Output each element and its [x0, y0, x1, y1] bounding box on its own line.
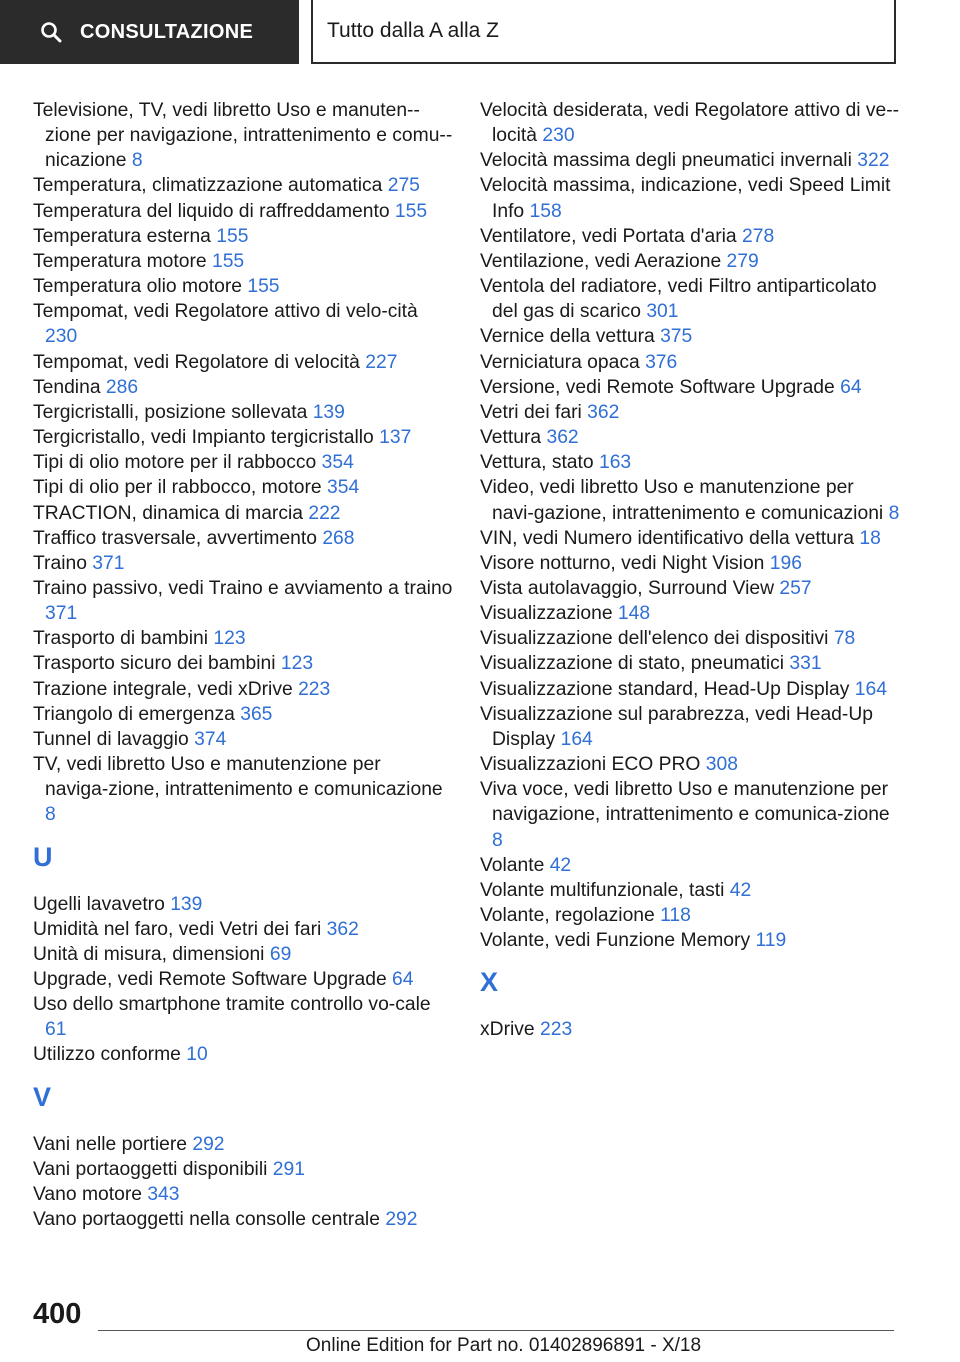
page-link[interactable]: 222 — [308, 502, 341, 524]
page-link[interactable]: 42 — [549, 854, 572, 876]
page-link[interactable]: 292 — [192, 1133, 225, 1155]
index-entry — [480, 651, 900, 676]
index-entry — [480, 400, 900, 425]
index-entry — [33, 98, 453, 173]
index-column-right — [480, 98, 900, 1042]
index-entry-text: Visualizzazione standard, Head-Up Display — [480, 678, 850, 700]
index-list-u — [33, 892, 453, 1068]
page-number: 400 — [33, 1298, 82, 1330]
page-link[interactable]: 8 — [888, 502, 900, 524]
page-link[interactable]: 286 — [105, 376, 139, 398]
page-link[interactable]: 275 — [387, 175, 420, 197]
index-entry — [480, 853, 900, 878]
index-entry-text: Visualizzazione dell'elenco dei dispositivi — [480, 628, 829, 650]
index-entry-text: Vista autolavaggio, Surround View — [480, 577, 775, 599]
page-link[interactable]: 322 — [857, 150, 890, 172]
page-link[interactable]: 354 — [327, 477, 360, 499]
index-entry-text: Vani portaoggetti disponibili — [33, 1158, 268, 1180]
page-link[interactable]: 301 — [646, 301, 679, 323]
search-icon — [40, 21, 62, 43]
index-entry-text: Vani nelle portiere — [33, 1133, 187, 1155]
index-entry-text: Temperatura motore — [33, 250, 207, 272]
index-entry-text: Tempomat, vedi Regolatore di velocità — [33, 351, 360, 373]
index-entry-text: Trasporto di bambini — [33, 628, 209, 650]
page-link[interactable]: 371 — [45, 603, 78, 625]
index-entry — [480, 375, 900, 400]
page-link[interactable]: 158 — [529, 200, 562, 222]
index-entry-text: Temperatura, climatizzazione automatica — [33, 175, 383, 197]
index-entry — [480, 677, 900, 702]
index-entry — [33, 450, 453, 475]
page-link[interactable]: 230 — [45, 326, 78, 348]
page-link[interactable]: 257 — [779, 577, 812, 599]
page-link[interactable]: 78 — [833, 628, 856, 650]
footer-divider — [98, 1330, 894, 1331]
index-list-x — [480, 1017, 900, 1042]
index-entry-text: TRACTION, dinamica di marcia — [33, 502, 303, 524]
index-entry-text: Tempomat, vedi Regolatore attivo di velo-cità — [33, 301, 418, 323]
index-entry-text: Tipi di olio motore per il rabbocco — [33, 452, 317, 474]
page-link[interactable]: 164 — [560, 728, 593, 750]
edition-text: Online Edition for Part no. 01402896891 - X/18 — [306, 1335, 702, 1356]
page-link[interactable]: 119 — [755, 930, 787, 952]
index-entry — [480, 551, 900, 576]
index-entry — [480, 425, 900, 450]
page-link[interactable]: 227 — [365, 351, 398, 373]
page-link[interactable]: 362 — [326, 918, 359, 940]
index-entry — [33, 1157, 453, 1182]
page-link[interactable]: 155 — [247, 276, 280, 298]
index-entry-text: Trazione integrale, vedi xDrive — [33, 678, 293, 700]
page-link[interactable]: 123 — [280, 653, 314, 675]
page-link[interactable]: 292 — [385, 1209, 418, 1231]
index-entry-text: Versione, vedi Remote Software Upgrade — [480, 376, 835, 398]
page-header — [0, 0, 960, 66]
index-entry — [33, 942, 453, 967]
page-link[interactable]: 18 — [859, 527, 881, 549]
page-link[interactable]: 64 — [840, 376, 862, 398]
index-entry — [33, 576, 453, 626]
index-entry-text: Volante, regolazione — [480, 905, 655, 926]
index-entry — [480, 752, 900, 777]
index-list-t — [33, 98, 453, 828]
index-entry — [33, 967, 453, 992]
page-link[interactable]: 371 — [92, 552, 125, 574]
index-entry — [33, 501, 453, 526]
index-entry — [480, 903, 900, 928]
index-entry-text: Televisione, TV, vedi libretto Uso e manuten-zione per navigazione, intrattenimento e comu-nicazione — [33, 100, 453, 172]
page-link[interactable]: 8 — [492, 829, 503, 851]
index-entry — [480, 98, 900, 148]
page-link[interactable]: 139 — [312, 401, 345, 423]
index-entry — [33, 274, 453, 299]
index-entry — [480, 173, 900, 223]
page-link[interactable]: 196 — [769, 552, 802, 574]
index-entry-text: Viva voce, vedi libretto Uso e manutenzione per navigazione, intrattenimento e comunica-zione — [480, 779, 890, 826]
index-entry-text: Temperatura olio motore — [33, 276, 242, 298]
index-entry-text: VIN, vedi Numero identificativo della vettura — [480, 527, 855, 549]
page-link[interactable]: 376 — [645, 351, 678, 373]
index-entry — [33, 917, 453, 942]
page-link[interactable]: 137 — [379, 427, 412, 449]
index-entry — [480, 702, 900, 752]
index-entry — [480, 878, 900, 903]
index-entry-text: Velocità massima, indicazione, vedi Speed Limit Info — [480, 175, 891, 222]
index-entry-text: Temperatura del liquido di raffreddamento — [33, 200, 390, 222]
index-entry — [480, 928, 900, 953]
index-entry — [33, 727, 453, 752]
index-entry-text: Trasporto sicuro dei bambini — [33, 653, 276, 675]
index-entry-text: Volante, vedi Funzione Memory — [480, 930, 751, 952]
index-entry — [480, 626, 900, 651]
page-link[interactable]: 8 — [131, 150, 143, 172]
index-entry — [33, 173, 453, 198]
index-entry-text: Vetri dei fari — [480, 401, 582, 423]
page-link[interactable]: 354 — [321, 452, 354, 474]
index-entry — [33, 1207, 453, 1232]
page-link[interactable]: 374 — [194, 728, 227, 750]
index-entry — [33, 400, 453, 425]
page-link[interactable]: 69 — [269, 943, 292, 965]
index-entry-text: Tendina — [33, 376, 101, 398]
page-link[interactable]: 139 — [170, 893, 203, 915]
index-entry — [33, 651, 453, 676]
index-entry — [33, 350, 453, 375]
section-title: Tutto dalla A alla Z — [311, 0, 896, 64]
index-entry-text: Vano motore — [33, 1183, 142, 1205]
page-link[interactable]: 118 — [660, 905, 691, 926]
index-entry-text: Ventola del radiatore, vedi Filtro antiparticolato del gas di scarico — [480, 276, 877, 323]
index-entry — [33, 551, 453, 576]
index-entry-text: Video, vedi libretto Uso e manutenzione per navi-gazione, intrattenimento e comunicazioni — [480, 477, 884, 524]
page-link[interactable]: 365 — [240, 703, 273, 725]
index-entry-text: Volante — [480, 854, 545, 876]
index-entry — [480, 350, 900, 375]
index-entry-text: Temperatura esterna — [33, 225, 211, 247]
index-entry — [33, 224, 453, 249]
index-entry-text: Visualizzazione sul parabrezza, vedi Head-Up Display — [480, 703, 873, 750]
page-link[interactable]: 10 — [186, 1044, 208, 1066]
index-entry-text: Visore notturno, vedi Night Vision — [480, 552, 765, 574]
page-link[interactable]: 343 — [147, 1183, 180, 1205]
index-entry — [480, 601, 900, 626]
index-entry — [33, 199, 453, 224]
index-entry — [33, 475, 453, 500]
index-entry-text: Visualizzazione — [480, 603, 613, 625]
index-entry-text: Vano portaoggetti nella consolle centrale — [33, 1209, 380, 1231]
page-link[interactable]: 155 — [394, 200, 428, 222]
page-link[interactable]: 164 — [854, 678, 887, 700]
index-letter-x: X — [480, 967, 499, 998]
index-entry — [480, 526, 900, 551]
page-link[interactable]: 331 — [789, 653, 822, 675]
index-entry-text: Velocità desiderata, vedi Regolatore attivo di ve-locità — [480, 100, 900, 147]
index-entry — [480, 777, 900, 852]
index-entry — [33, 249, 453, 274]
page-link[interactable]: 163 — [598, 452, 632, 474]
page-link[interactable]: 362 — [546, 427, 579, 449]
index-entry-text: Umidità nel faro, vedi Vetri dei fari — [33, 918, 322, 940]
index-entry-text: Ventilazione, vedi Aerazione — [480, 250, 722, 272]
index-entry-text: Tergicristallo, vedi Impianto tergicristallo — [33, 427, 374, 449]
index-letter-v: V — [33, 1081, 52, 1112]
index-entry — [33, 992, 453, 1042]
index-entry — [33, 892, 453, 917]
page-link[interactable]: 8 — [45, 804, 56, 826]
page-link[interactable]: 123 — [213, 628, 246, 650]
index-entry — [33, 1042, 453, 1067]
index-entry-text: Traffico trasversale, avvertimento — [33, 527, 317, 549]
index-entry-text: Tunnel di lavaggio — [33, 728, 189, 750]
index-entry — [33, 375, 453, 400]
page-link[interactable]: 278 — [742, 225, 775, 247]
index-entry-text: Tergicristalli, posizione sollevata — [33, 401, 308, 423]
index-entry — [480, 576, 900, 601]
index-entry-text: Ugelli lavavetro — [33, 893, 165, 915]
index-entry-text: Unità di misura, dimensioni — [33, 943, 265, 965]
page-link[interactable]: 61 — [45, 1019, 67, 1041]
index-entry — [480, 274, 900, 324]
index-entry — [33, 626, 453, 651]
index-entry-text: Triangolo di emergenza — [33, 703, 235, 725]
page-link[interactable]: 230 — [542, 125, 575, 147]
index-entry-text: Vernice della vettura — [480, 326, 655, 348]
index-entry — [33, 425, 453, 450]
index-entry — [33, 526, 453, 551]
index-entry-text: Volante multifunzionale, tasti — [480, 879, 725, 901]
tab-label: CONSULTAZIONE — [80, 20, 254, 43]
index-entry-text: Vettura, stato — [480, 452, 594, 474]
page-link[interactable]: 42 — [729, 879, 752, 901]
index-entry — [480, 148, 900, 173]
index-column-left — [33, 98, 453, 1232]
index-entry — [33, 702, 453, 727]
page-link[interactable]: 362 — [587, 401, 620, 423]
index-entry-text: Upgrade, vedi Remote Software Upgrade — [33, 969, 387, 990]
tab-consultazione[interactable] — [0, 0, 299, 64]
page-link[interactable]: 223 — [540, 1019, 573, 1041]
index-entry-text: Ventilatore, vedi Portata d'aria — [480, 225, 737, 247]
index-entry — [480, 224, 900, 249]
index-entry-text: Tipi di olio per il rabbocco, motore — [33, 477, 322, 499]
index-entry-text: TV, vedi libretto Uso e manutenzione per naviga-zione, intrattenimento e comunicazione — [33, 754, 443, 801]
index-entry-text: Traino passivo, vedi Traino e avviamento a traino — [33, 577, 453, 599]
index-entry-text: Utilizzo conforme — [33, 1044, 181, 1066]
index-letter-u: U — [33, 841, 53, 872]
page-link[interactable]: 308 — [705, 754, 738, 776]
page-link[interactable]: 291 — [272, 1158, 305, 1180]
index-entry — [480, 249, 900, 274]
index-entry — [33, 677, 453, 702]
index-entry — [480, 450, 900, 475]
page-link[interactable]: 375 — [660, 326, 693, 348]
index-entry-text: Uso dello smartphone tramite controllo vo-cale — [33, 994, 431, 1016]
index-list-v-cont — [480, 98, 900, 953]
index-entry-text: xDrive — [480, 1019, 535, 1041]
page-link[interactable]: 223 — [298, 678, 331, 700]
index-entry — [33, 1132, 453, 1157]
page-link[interactable]: 148 — [617, 603, 651, 625]
index-entry-text: Vettura — [480, 427, 542, 449]
index-entry-text: Traino — [33, 552, 87, 574]
index-entry-text: Visualizzazione di stato, pneumatici — [480, 653, 785, 675]
index-entry — [480, 475, 900, 525]
index-entry — [33, 752, 453, 827]
page-link[interactable]: 155 — [216, 225, 249, 247]
index-entry-text: Visualizzazioni ECO PRO — [480, 754, 701, 776]
page-link[interactable]: 155 — [211, 250, 245, 272]
index-list-v — [33, 1132, 453, 1233]
page-link[interactable]: 279 — [726, 250, 759, 272]
index-entry-text: Verniciatura opaca — [480, 351, 640, 373]
index-entry — [33, 1182, 453, 1207]
index-entry — [33, 299, 453, 349]
page-link[interactable]: 268 — [322, 527, 355, 549]
page-link[interactable]: 64 — [392, 969, 414, 990]
index-entry — [480, 1017, 900, 1042]
index-entry-text: Velocità massima degli pneumatici invernali — [480, 150, 852, 172]
index-entry — [480, 324, 900, 349]
